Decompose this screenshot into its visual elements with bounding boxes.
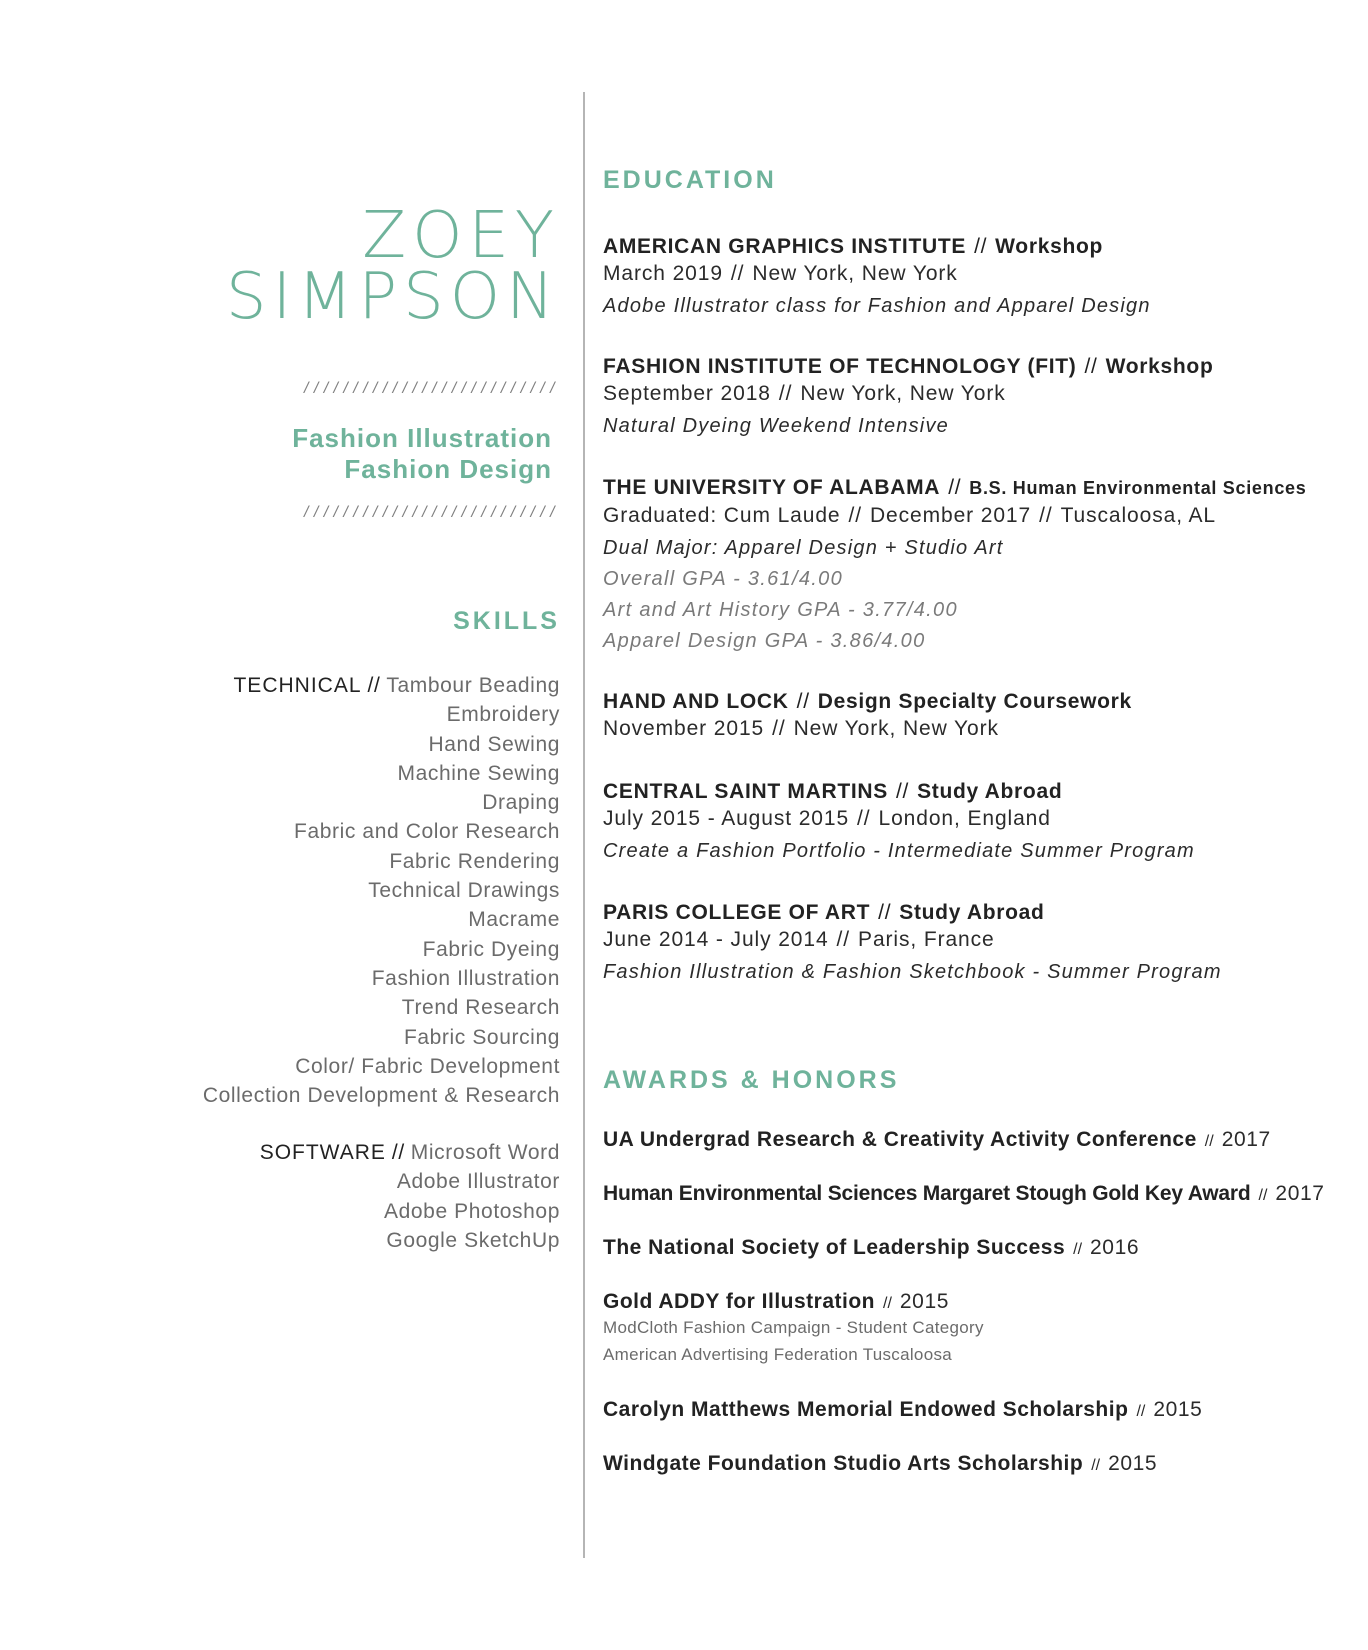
skill-item: Fabric and Color Research <box>294 820 560 844</box>
separator: // <box>895 780 910 803</box>
software-label-text: Microsoft Word <box>410 1141 560 1164</box>
software-item <box>260 1138 560 1167</box>
skill-label: Tambour Beading <box>386 674 560 697</box>
software-label: SOFTWARE <box>259 1141 386 1164</box>
skill-item: Fabric Dyeing <box>422 937 560 961</box>
date: September 2018 <box>603 382 771 405</box>
separator: // <box>974 235 988 258</box>
date: June 2014 - July 2014 <box>603 928 829 951</box>
location: Paris, France <box>858 928 995 951</box>
separator: // <box>367 674 381 697</box>
skill-item: Color/ Fabric Development <box>295 1054 560 1078</box>
program-type: B.S. Human Environmental Sciences <box>969 478 1307 498</box>
location: Tuscaloosa, AL <box>1060 504 1216 527</box>
first-name: ZOEY <box>362 199 560 273</box>
award-subtext: ModCloth Fashion Campaign - Student Category <box>603 1318 984 1337</box>
separator: // <box>1091 1457 1101 1474</box>
education-entry <box>603 899 1222 988</box>
separator: // <box>836 928 851 951</box>
skill-item: Fabric Rendering <box>389 849 560 873</box>
award-title: Human Environmental Sciences Margaret Stough Gold Key Award <box>603 1182 1251 1205</box>
gpa-line: Overall GPA - 3.61/4.00 <box>603 568 843 590</box>
awards-heading: AWARDS & HONORS <box>603 1066 900 1094</box>
date: March 2019 <box>603 262 723 285</box>
separator: // <box>1136 1403 1146 1420</box>
separator: // <box>730 262 745 285</box>
column-divider <box>583 92 585 1558</box>
school-name: FASHION INSTITUTE OF TECHNOLOGY (FIT) <box>603 355 1077 378</box>
award-title: Windgate Foundation Studio Arts Scholarship <box>603 1452 1084 1475</box>
separator: // <box>778 382 793 405</box>
focus-line-2: Fashion Design <box>344 454 552 484</box>
education-entry <box>603 688 1132 742</box>
last-name: SIMPSON <box>225 260 560 334</box>
separator: // <box>772 717 786 740</box>
location: London, England <box>878 807 1051 830</box>
education-entry <box>603 474 1306 657</box>
location: New York, New York <box>800 382 1006 405</box>
separator: // <box>883 1295 892 1312</box>
description: Natural Dyeing Weekend Intensive <box>603 415 949 437</box>
award-year: 2015 <box>1153 1398 1203 1421</box>
separator: // <box>1084 355 1098 378</box>
software-skills <box>260 1138 560 1255</box>
separator: // <box>796 690 810 713</box>
school-name: PARIS COLLEGE OF ART <box>603 901 871 924</box>
award-item <box>603 1290 984 1368</box>
education-entry <box>603 778 1195 867</box>
skill-item <box>203 671 560 700</box>
technical-skills <box>203 671 560 1110</box>
separator: // <box>857 807 871 830</box>
school-name: THE UNIVERSITY OF ALABAMA <box>603 476 941 499</box>
award-year: 2015 <box>1108 1452 1158 1475</box>
award-item <box>603 1398 1202 1422</box>
description: Fashion Illustration & Fashion Sketchbook - Summer Program <box>603 961 1222 983</box>
separator: // <box>948 476 962 499</box>
divider-slashes-bottom: ////////////////////////// <box>304 504 560 521</box>
education-heading: EDUCATION <box>603 166 777 194</box>
skill-item: Draping <box>482 791 560 815</box>
school-name: CENTRAL SAINT MARTINS <box>603 780 888 803</box>
separator: // <box>1204 1133 1214 1150</box>
award-subtext: American Advertising Federation Tuscaloosa <box>603 1345 952 1364</box>
award-year: 2016 <box>1090 1236 1140 1259</box>
separator: // <box>391 1141 405 1164</box>
skill-item: Fashion Illustration <box>371 966 560 990</box>
program-type: Study Abroad <box>917 780 1063 803</box>
divider-slashes-top: ////////////////////////// <box>304 380 560 397</box>
award-item <box>603 1182 1325 1206</box>
program-type: Workshop <box>995 235 1104 258</box>
skill-item: Fabric Sourcing <box>403 1025 560 1049</box>
gpa-line: Apparel Design GPA - 3.86/4.00 <box>603 630 926 652</box>
date: Graduated: Cum Laude <box>603 504 841 527</box>
program-type: Design Specialty Coursework <box>817 690 1132 713</box>
gpa-line: Art and Art History GPA - 3.77/4.00 <box>603 599 958 621</box>
software-item: Adobe Illustrator <box>396 1170 560 1194</box>
award-year: 2017 <box>1275 1182 1325 1205</box>
award-title: UA Undergrad Research & Creativity Activity Conference <box>603 1128 1197 1151</box>
skill-item: Macrame <box>468 908 560 932</box>
education-entry <box>603 353 1213 442</box>
award-item <box>603 1452 1157 1476</box>
award-year: 2015 <box>899 1290 950 1313</box>
description: Dual Major: Apparel Design + Studio Art <box>603 537 1004 559</box>
skill-item: Trend Research <box>401 996 560 1020</box>
skill-item: Embroidery <box>446 703 560 727</box>
skills-heading: SKILLS <box>453 607 560 635</box>
award-title: Carolyn Matthews Memorial Endowed Scholarship <box>603 1398 1129 1421</box>
program-type: Study Abroad <box>899 901 1045 924</box>
technical-label: TECHNICAL <box>233 674 362 697</box>
school-name: AMERICAN GRAPHICS INSTITUTE <box>603 235 967 258</box>
description: Create a Fashion Portfolio - Intermediate Summer Program <box>603 840 1195 862</box>
description: Adobe Illustrator class for Fashion and Apparel Design <box>603 295 1151 317</box>
award-title: Gold ADDY for Illustration <box>603 1290 876 1313</box>
education-entry <box>603 233 1151 322</box>
skill-item: Technical Drawings <box>368 879 560 903</box>
award-title: The National Society of Leadership Success <box>603 1236 1066 1259</box>
location: New York, New York <box>752 262 958 285</box>
software-item: Adobe Photoshop <box>384 1199 560 1223</box>
separator: // <box>1073 1241 1083 1258</box>
date-secondary: December 2017 <box>869 504 1032 527</box>
award-item <box>603 1236 1139 1260</box>
skill-item: Machine Sewing <box>397 761 560 785</box>
separator: // <box>878 901 892 924</box>
skill-item: Hand Sewing <box>428 732 560 756</box>
date: July 2015 - August 2015 <box>603 807 850 830</box>
separator: // <box>1039 504 1053 527</box>
program-type: Workshop <box>1105 355 1214 378</box>
date: November 2015 <box>603 717 765 740</box>
focus-line-1: Fashion Illustration <box>292 423 552 453</box>
school-name: HAND AND LOCK <box>603 690 789 713</box>
separator: // <box>1258 1187 1268 1204</box>
separator: // <box>848 504 862 527</box>
software-item: Google SketchUp <box>386 1228 560 1252</box>
award-item <box>603 1128 1271 1152</box>
skill-item: Collection Development & Research <box>202 1084 560 1108</box>
location: New York, New York <box>793 717 999 740</box>
award-year: 2017 <box>1221 1128 1271 1151</box>
